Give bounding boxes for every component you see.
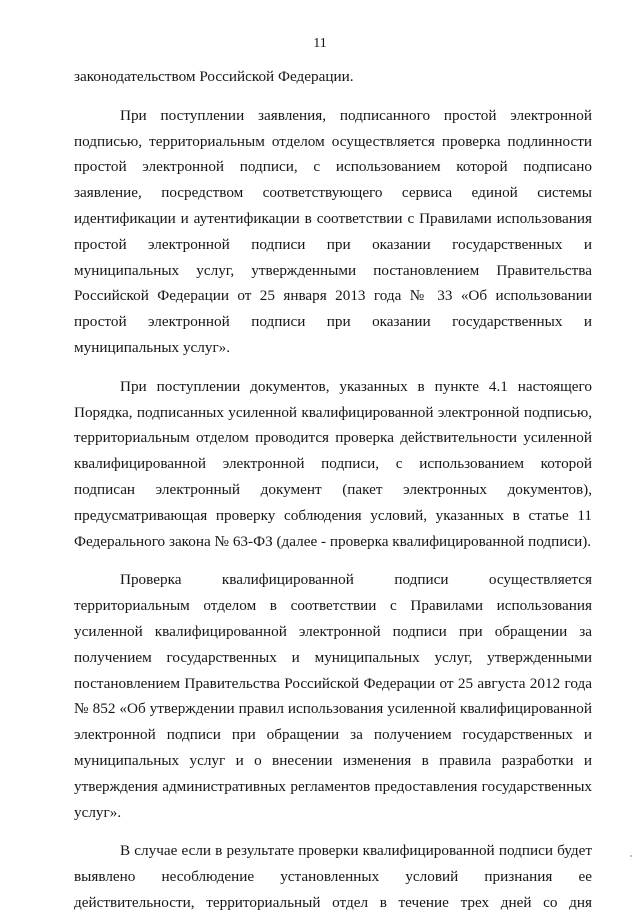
scan-speck <box>630 855 632 857</box>
page-number: 11 <box>313 36 327 51</box>
paragraph-qualified-signature-rules: Проверка квалифицированной подписи осуществляется территориальным отделом в соответствии с Правилами использования усиленной квалифицированной электронной подписи при обращении за получением государственных и муниципальных услуг, утвержденными постановлением Правительства Российской Федерации от 25 августа 2012 года № 852 «Об утверждении правил использования усиленной квалифицированной электронной подписи при обращении за получением государственных и муниципальных услуг и о внесении изменения в правила разработки и утверждения административных регламентов предоставления государственных услуг». <box>74 571 592 821</box>
paragraph-simple-signature-check: При поступлении заявления, подписанного простой электронной подписью, территориальным отделом осуществляется проверка подлинности простой электронной подписи, с использованием которой подписано заявление, посредством соответствующего сервиса единой системы идентификации и аутентификации в соответствии с Правилами использования простой электронной подписи при оказании государственных и муниципальных услуг, утвержденными постановлением Правительства Российской Федерации от 25 января 2013 года № 33 «Об использовании простой электронной подписи при оказании государственных и муниципальных услуг». <box>74 106 592 356</box>
document-body <box>74 64 592 916</box>
paragraph-continuation: законодательством Российской Федерации. <box>74 68 354 85</box>
paragraph-qualified-signature-receipt: При поступлении документов, указанных в пункте 4.1 настоящего Порядка, подписанных усиленной квалифицированной электронной подписью, территориальным отделом проводится проверка действительности усиленной квалифицированной электронной подписи, с использованием которой подписан электронный документ (пакет электронных документов), предусматривающая проверку соблюдения условий, указанных в статье 11 Федерального закона № 63-ФЗ (далее - проверка квалифицированной подписи). <box>74 377 592 550</box>
paragraph-verification-failure: В случае если в результате проверки квалифицированной подписи будет выявлено несоблюдение установленных условий признания ее действительности, территориальный отдел в течение трех дней со дня <box>74 842 592 911</box>
